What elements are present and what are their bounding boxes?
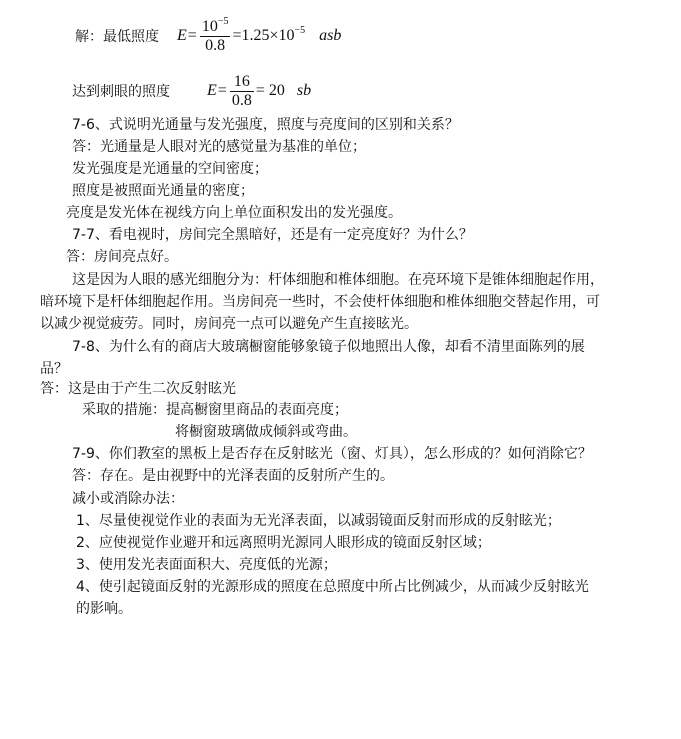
answer-7-7: 答：房间亮点好。	[66, 249, 178, 265]
measure-7-8-line2: 将橱窗玻璃做成倾斜或弯曲。	[175, 424, 357, 440]
explanation-7-7-line1: 这是因为人眼的感光细胞分为：杆体细胞和椎体细胞。在亮环境下是锥体细胞起作用，	[72, 272, 604, 288]
formula-lhs: E	[177, 27, 187, 44]
explanation-7-7-line2: 暗环境下是杆体细胞起作用。当房间亮一些时，不会使杆体细胞和椎体细胞交替起作用，可	[40, 294, 600, 310]
formula-equals: =	[187, 27, 197, 44]
method-3: 3、使用发光表面面积大、亮度低的光源；	[76, 557, 337, 573]
formula-unit: sb	[296, 82, 312, 99]
fraction	[200, 15, 231, 55]
answer-7-6-line3: 照度是被照面光通量的密度；	[72, 183, 254, 199]
numerator-base: 10	[201, 17, 218, 35]
result-exponent: −5	[294, 25, 306, 36]
formula-result: = 20	[255, 82, 285, 99]
method-4-line2: 的影响。	[76, 601, 132, 617]
formula-label: 解：最低照度	[75, 29, 159, 45]
answer-7-6-line1: 答：光通量是人眼对光的感觉量为基准的单位；	[72, 139, 366, 155]
answer-7-6-line2: 发光强度是光通量的空间密度；	[72, 161, 268, 177]
formula-equals: =	[217, 82, 227, 99]
question-7-8-line2: 品？	[40, 361, 68, 377]
numerator: 16	[230, 73, 254, 92]
measure-7-8-line1: 采取的措施：提高橱窗里商品的表面亮度；	[82, 402, 348, 418]
question-7-9: 7-9、你们教室的黑板上是否存在反射眩光（窗、灯具），怎么形成的？如何消除它？	[72, 446, 592, 462]
method-1: 1、尽量使视觉作业的表面为无光泽表面，以减弱镜面反射而形成的反射眩光；	[76, 513, 561, 529]
formula-min-illuminance	[75, 14, 341, 58]
formula-unit: asb	[319, 27, 342, 44]
question-7-6: 7-6、式说明光通量与发光强度，照度与亮度间的区别和关系？	[72, 117, 459, 133]
method-4-line1: 4、使引起镜面反射的光源形成的照度在总照度中所占比例减少，从而减少反射眩光	[76, 579, 589, 595]
question-7-8-line1: 7-8、为什么有的商店大玻璃橱窗能够象镜子似地照出人像，却看不清里面陈列的展	[72, 339, 585, 355]
fraction	[230, 73, 254, 110]
answer-7-9: 答：存在。是由视野中的光泽表面的反射所产生的。	[72, 468, 394, 484]
numerator-exponent: −5	[217, 15, 229, 27]
question-7-7: 7-7、看电视时，房间完全黑暗好，还是有一定亮度好？为什么？	[72, 227, 473, 243]
explanation-7-7-line3: 以减少视觉疲劳。同时，房间亮一点可以避免产生直接眩光。	[40, 316, 418, 332]
formula-result: $=1.25\times 10^{-5}$	[232, 25, 306, 44]
formula-lhs: E	[207, 82, 217, 99]
answer-7-6-line4: 亮度是发光体在视线方向上单位面积发出的发光强度。	[66, 205, 402, 221]
answer-7-8: 答：这是由于产生二次反射眩光	[40, 381, 236, 397]
denominator: 0.8	[205, 36, 226, 54]
methods-title: 减小或消除办法：	[72, 491, 184, 507]
denominator: 0.8	[231, 91, 252, 109]
formula-glare-illuminance	[72, 69, 311, 113]
formula-label: 达到刺眼的照度	[72, 84, 170, 100]
method-2: 2、应使视觉作业避开和远离照明光源同人眼形成的镜面反射区域；	[76, 535, 491, 551]
